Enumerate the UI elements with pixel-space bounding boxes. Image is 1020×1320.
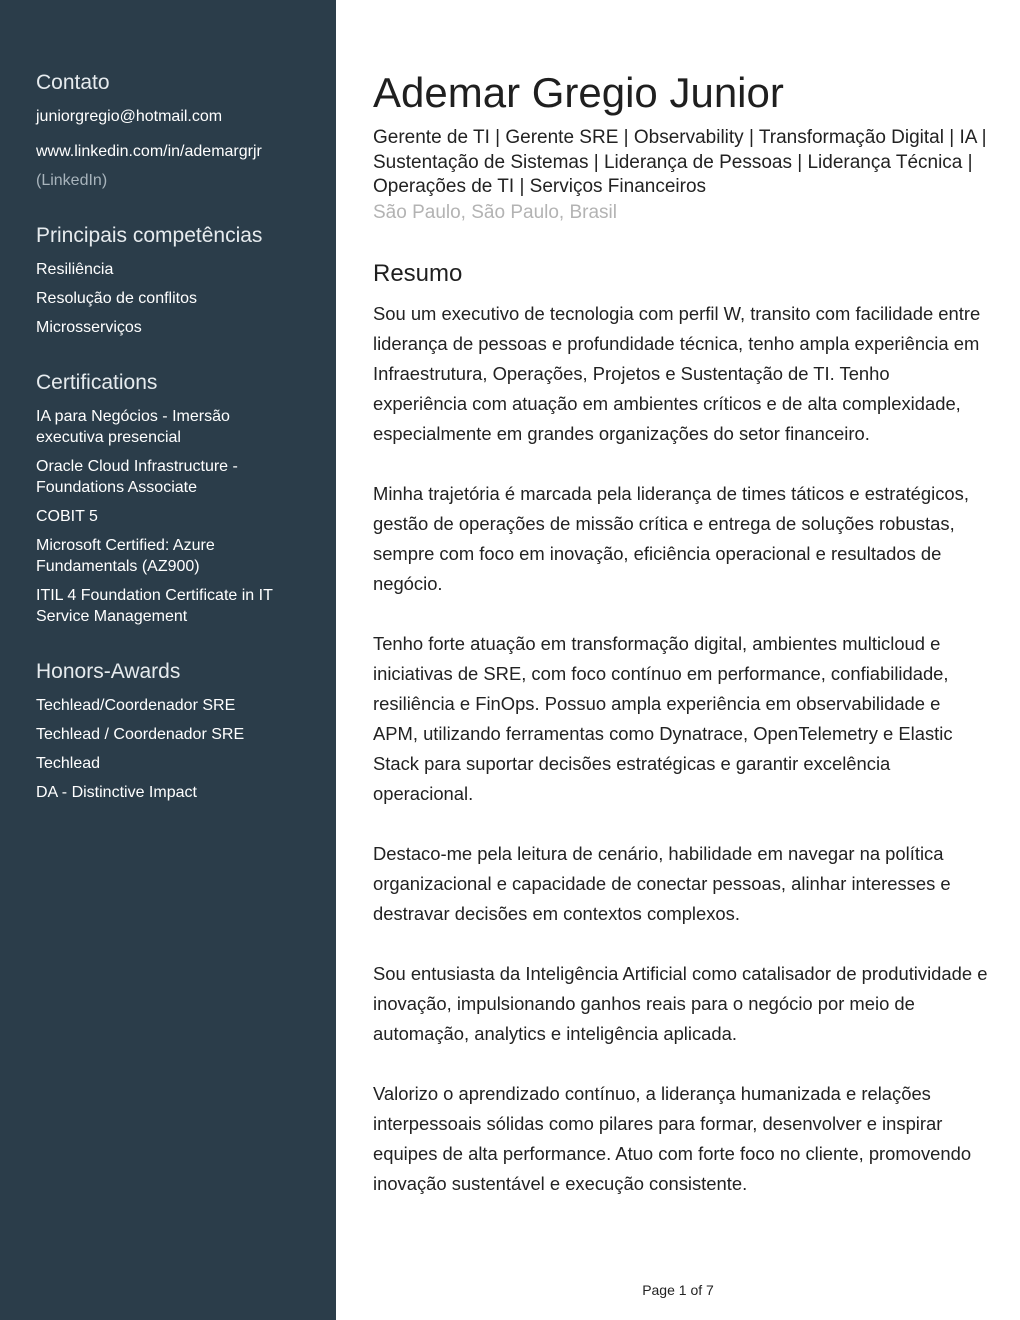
summary-paragraph: Destaco-me pela leitura de cenário, habilidade em navegar na política organizacional e capacidade de conectar pessoas, alinhar interesses e destravar decisões em contextos complexos.	[373, 842, 951, 924]
certification-item: Oracle Cloud Infrastructure - Foundations Associate	[36, 458, 238, 496]
honor-item: Techlead / Coordenador SRE	[36, 726, 245, 743]
certifications-section	[36, 370, 316, 627]
certification-item: Microsoft Certified: Azure Fundamentals (AZ900)	[36, 537, 215, 575]
honors-heading: Honors-Awards	[36, 660, 181, 683]
summary-title: Resumo	[373, 259, 463, 287]
skills-section	[36, 223, 316, 338]
certifications-heading: Certifications	[36, 371, 158, 394]
contact-heading: Contato	[36, 71, 110, 94]
certification-item: COBIT 5	[36, 508, 98, 525]
email-link[interactable]: juniorgregio@hotmail.com	[36, 108, 223, 125]
skill-item: Resiliência	[36, 261, 114, 278]
summary-paragraph: Sou um executivo de tecnologia com perfil W, transito com facilidade entre liderança de pessoas e profundidade técnica, tenho ampla experiência em Infraestrutura, Operações, Projetos e Sustentação de TI. Tenho experiência com atuação em ambientes críticos e de alta complexidade, especialmente em grandes organizações do setor financeiro.	[373, 302, 981, 444]
skills-heading: Principais competências	[36, 224, 263, 247]
summary-paragraph: Sou entusiasta da Inteligência Artificial como catalisador de produtividade e inovação, impulsionando ganhos reais para o negócio por meio de automação, analytics e inteligência aplicada.	[373, 962, 988, 1044]
skill-item: Resolução de conflitos	[36, 290, 197, 307]
page-number: Page 1 of 7	[642, 1282, 714, 1298]
honor-item: Techlead/Coordenador SRE	[36, 697, 236, 714]
location: São Paulo, São Paulo, Brasil	[373, 201, 617, 223]
summary-paragraph: Minha trajetória é marcada pela liderança de times táticos e estratégicos, gestão de operações de missão crítica e entrega de soluções robustas, sempre com foco em inovação, eficiência operacional e resultados de negócio.	[373, 482, 969, 594]
summary-paragraph: Tenho forte atuação em transformação digital, ambientes multicloud e iniciativas de SRE, com foco contínuo em performance, confiabilidade, resiliência e FinOps. Possuo ampla experiência em observabilidade e APM, utilizando ferramentas como Dynatrace, OpenTelemetry e Elastic Stack para suportar decisões estratégicas e garantir excelência operacional.	[373, 632, 953, 804]
summary-paragraph: Valorizo o aprendizado contínuo, a liderança humanizada e relações interpessoais sólidas como pilares para formar, desenvolver e inspirar equipes de alta performance. Atuo com forte foco no cliente, promovendo inovação sustentável e execução consistente.	[373, 1082, 972, 1194]
certification-item: ITIL 4 Foundation Certificate in IT Service Management	[36, 587, 273, 625]
skill-item: Microsserviços	[36, 319, 142, 336]
contact-section	[36, 70, 316, 191]
linkedin-link[interactable]: www.linkedin.com/in/ademargrjr	[36, 143, 262, 160]
honor-item: Techlead	[36, 755, 101, 772]
honor-item: DA - Distinctive Impact	[36, 784, 197, 801]
sidebar	[0, 0, 336, 1320]
linkedin-label: (LinkedIn)	[36, 172, 108, 189]
certification-item: IA para Negócios - Imersão executiva presencial	[36, 408, 230, 446]
headline: Gerente de TI | Gerente SRE | Observability | Transformação Digital | IA | Sustentação de Sistemas | Liderança de Pessoas | Liderança Técnica | Operações de TI | Serviços Financeiros	[373, 127, 987, 197]
person-name: Ademar Gregio Junior	[373, 69, 784, 116]
honors-section	[36, 659, 316, 803]
main-content	[373, 68, 988, 1229]
